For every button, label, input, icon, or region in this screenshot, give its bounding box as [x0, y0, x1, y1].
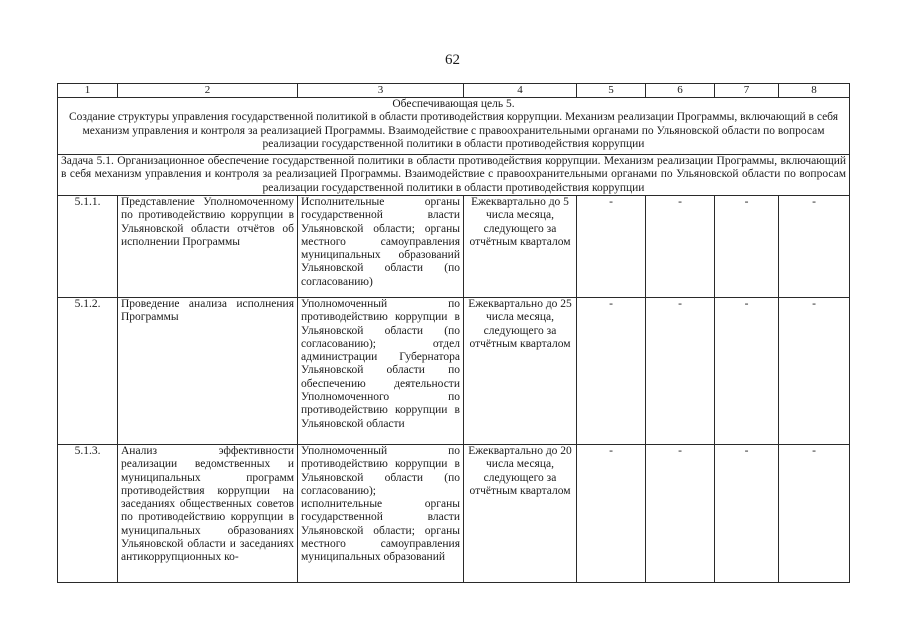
term-cell: Ежеквартально до 25 числа месяца, следующего за отчётным кварталом	[464, 298, 577, 445]
activity-cell: Проведение анализа исполнения Программы	[118, 298, 298, 445]
row-number: 5.1.3.	[58, 445, 118, 583]
value-cell: -	[779, 298, 850, 445]
task-row	[58, 155, 850, 196]
value-cell: -	[715, 196, 779, 298]
header-cell: 3	[298, 84, 464, 98]
executor-cell: Уполномоченный по противодействию коррупции в Ульяновской области (по согласованию); исполнительные органы государственной власти Ульяновской области; органы местного самоуправления муниципальных образований	[298, 445, 464, 583]
value-cell: -	[646, 298, 715, 445]
term-cell: Ежеквартально до 20 числа месяца, следующего за отчётным кварталом	[464, 445, 577, 583]
value-cell: -	[715, 298, 779, 445]
executor-cell: Уполномоченный по противодействию коррупции в Ульяновской области (по согласованию); отдел администрации Губернатора Ульяновской области по обеспечению деятельности Уполномоченного по противодействию коррупции в Ульяновской области	[298, 298, 464, 445]
value-cell: -	[646, 445, 715, 583]
value-cell: -	[646, 196, 715, 298]
value-cell: -	[577, 196, 646, 298]
table-row	[58, 196, 850, 298]
program-table	[57, 83, 850, 583]
value-cell: -	[779, 196, 850, 298]
goal-text: Создание структуры управления государственной политикой в области противодействия коррупции. Механизм реализации Программы, включающий в себя механизм управления и контроля за реализацией Программы. Взаимодействие с правоохранительными органами по Ульяновской области по вопросам реализации государственной политики в области противодействия коррупции	[68, 111, 839, 150]
page-number: 62	[445, 52, 460, 68]
header-cell: 1	[58, 84, 118, 98]
goal-row	[58, 98, 850, 155]
header-cell: 8	[779, 84, 850, 98]
task-text: Задача 5.1. Организационное обеспечение государственной политики в области противодействия коррупции. Механизм реализации Программы, включающий в себя механизм управления и контроля за реализацией Программы. Взаимодействие с правоохранительными органами по Ульяновской области по вопросам реализации государственной политики в области противодействия коррупции	[58, 155, 850, 196]
header-cell: 5	[577, 84, 646, 98]
term-cell: Ежеквартально до 5 числа месяца, следующего за отчётным кварталом	[464, 196, 577, 298]
row-number: 5.1.2.	[58, 298, 118, 445]
header-row	[58, 84, 850, 98]
table-row	[58, 298, 850, 445]
row-number: 5.1.1.	[58, 196, 118, 298]
header-cell: 2	[118, 84, 298, 98]
header-cell: 4	[464, 84, 577, 98]
value-cell: -	[577, 445, 646, 583]
table-row	[58, 445, 850, 583]
value-cell: -	[577, 298, 646, 445]
header-cell: 6	[646, 84, 715, 98]
activity-cell: Представление Уполномоченному по противодействию коррупции в Ульяновской области отчётов об исполнении Программы	[118, 196, 298, 298]
executor-cell: Исполнительные органы государственной власти Ульяновской области; органы местного самоуправления муниципальных образований Ульяновской области (по согласованию)	[298, 196, 464, 298]
goal-title: Обеспечивающая цель 5.	[392, 98, 515, 110]
value-cell: -	[779, 445, 850, 583]
header-cell: 7	[715, 84, 779, 98]
activity-cell: Анализ эффективности реализации ведомственных и муниципальных программ противодействия коррупции на заседаниях общественных советов по противодействию коррупции в муниципальных образованиях Ульяновской области и заседаниях антикоррупционных ко-	[118, 445, 298, 583]
value-cell: -	[715, 445, 779, 583]
